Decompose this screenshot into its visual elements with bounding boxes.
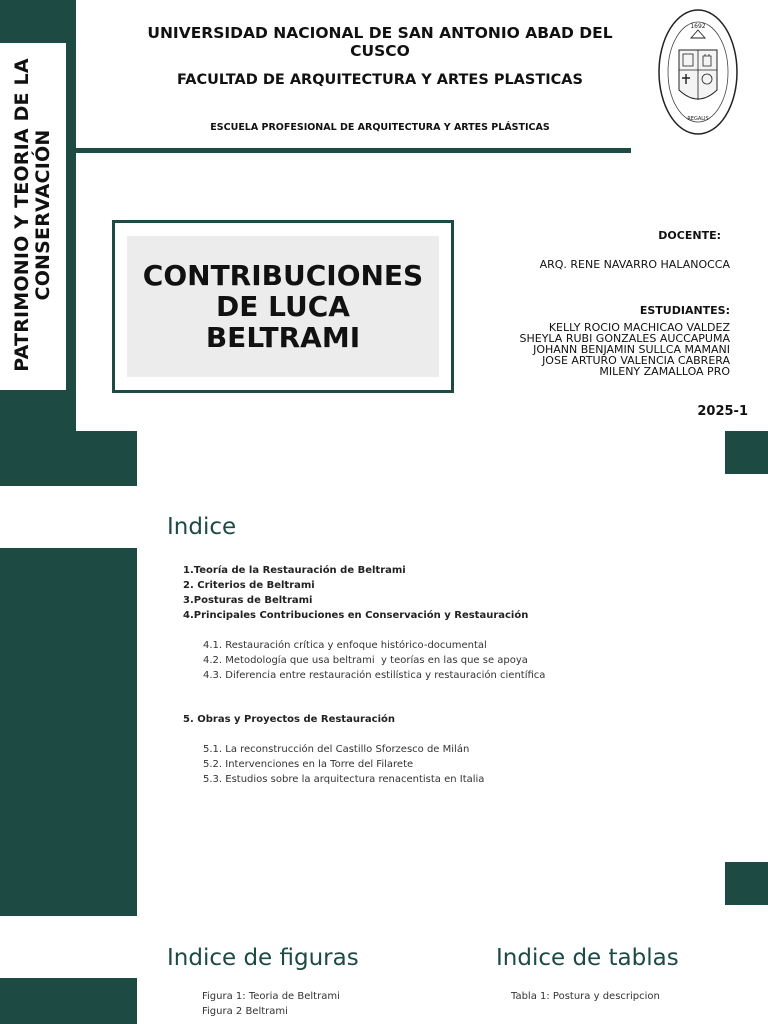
- tables-index-heading: Indice de tablas: [496, 945, 679, 971]
- decor-vertical-bar: [66, 0, 76, 431]
- toc-subitem: 4.2. Metodología que usa beltrami y teorías en las que se apoya: [203, 655, 528, 666]
- toc-subitem: 4.1. Restauración crítica y enfoque histórico-documental: [203, 640, 487, 651]
- document-title-line1: CONTRIBUCIONES: [142, 259, 424, 292]
- title-panel: [127, 236, 439, 377]
- academic-period: 2025-1: [697, 404, 748, 419]
- student-name: JOSE ARTURO VALENCIA CABRERA: [542, 354, 730, 367]
- docente-label: DOCENTE:: [658, 229, 721, 242]
- toc-item: 1.Teoría de la Restauración de Beltrami: [183, 565, 406, 576]
- students-list: [520, 322, 731, 377]
- student-name: KELLY ROCIO MACHICAO VALDEZ: [548, 321, 730, 334]
- index-heading: Indice: [167, 514, 237, 540]
- svg-text:REGALIS: REGALIS: [687, 116, 709, 122]
- document-title-line3: BELTRAMI: [205, 321, 361, 354]
- decor-block-top-left: [0, 431, 137, 486]
- school-name: ESCUELA PROFESIONAL DE ARQUITECTURA Y ARTES PLÁSTICAS: [210, 122, 550, 133]
- toc-main-list: [183, 563, 528, 623]
- course-title-vertical: [12, 55, 54, 375]
- docente-name: ARQ. RENE NAVARRO HALANOCCA: [539, 258, 730, 271]
- university-name: UNIVERSIDAD NACIONAL DE SAN ANTONIO ABAD DEL CUSCO: [147, 24, 613, 60]
- title-frame: [112, 220, 454, 393]
- toc-item-5: 5. Obras y Proyectos de Restauración: [183, 714, 395, 725]
- course-title-line2: CONSERVACIÓN: [32, 129, 54, 301]
- tables-list: [511, 989, 660, 1004]
- document-title-line2: DE LUCA: [216, 290, 350, 323]
- decor-strip-bottom: [0, 390, 66, 431]
- document-title: [143, 260, 423, 353]
- decor-horizontal-bar: [76, 148, 631, 153]
- decor-strip-top: [0, 0, 66, 43]
- toc-sub-list-4: [203, 638, 545, 683]
- student-name: SHEYLA RUBI GONZALES AUCCAPUMA: [519, 332, 730, 345]
- svg-text:1692: 1692: [690, 23, 706, 30]
- student-name: JOHANN BENJAMIN SULLCA MAMANI: [533, 343, 730, 356]
- decor-block-middle-left: [0, 548, 137, 916]
- decor-square-bottom-right: [725, 862, 768, 905]
- students-label: ESTUDIANTES:: [639, 304, 730, 317]
- toc-subitem: 5.2. Intervenciones en la Torre del Filarete: [203, 759, 414, 770]
- toc-item: 4.Principales Contribuciones en Conservación y Restauración: [183, 610, 529, 621]
- figure-entry: Figura 2 Beltrami: [202, 1006, 288, 1017]
- toc-sub-list-5: [203, 742, 484, 787]
- toc-item: 3.Posturas de Beltrami: [183, 595, 313, 606]
- decor-block-bottom-left: [0, 978, 137, 1024]
- toc-subitem: 5.1. La reconstrucción del Castillo Sforzesco de Milán: [203, 744, 470, 755]
- figure-entry: Figura 1: Teoria de Beltrami: [202, 991, 340, 1002]
- toc-item: 2. Criterios de Beltrami: [183, 580, 315, 591]
- decor-square-top-right: [725, 431, 768, 474]
- toc-subitem: 4.3. Diferencia entre restauración estilística y restauración científica: [203, 670, 546, 681]
- figures-list: [202, 989, 340, 1019]
- student-name: MILENY ZAMALLOA PRO: [599, 365, 730, 378]
- figures-index-heading: Indice de figuras: [167, 945, 359, 971]
- course-title-line1: PATRIMONIO Y TEORIA DE LA: [11, 58, 33, 372]
- faculty-name: FACULTAD DE ARQUITECTURA Y ARTES PLASTICAS: [177, 72, 583, 88]
- toc-subitem: 5.3. Estudios sobre la arquitectura renacentista en Italia: [203, 774, 485, 785]
- university-seal-icon: [657, 8, 739, 136]
- index-page: [0, 431, 768, 1024]
- table-entry: Tabla 1: Postura y descripcion: [511, 991, 660, 1002]
- cover-page: [0, 0, 768, 431]
